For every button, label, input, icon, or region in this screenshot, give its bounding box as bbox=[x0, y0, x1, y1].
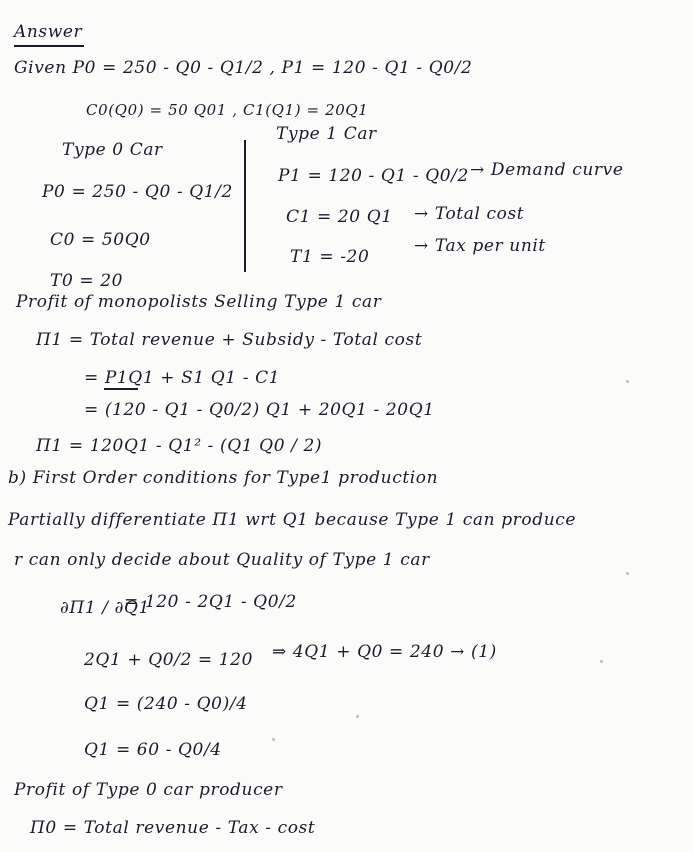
decision-statement: r can only decide about Quality of Type 1 car bbox=[14, 550, 430, 570]
total-cost-label: → Total cost bbox=[414, 204, 525, 224]
scan-speck bbox=[626, 572, 629, 575]
answer-heading: Answer bbox=[14, 22, 83, 42]
q1-expression: Q1 = (240 - Q0)/4 bbox=[84, 694, 248, 714]
scan-speck bbox=[600, 660, 603, 663]
answer-underline bbox=[14, 45, 84, 47]
part-b-heading: b) First Order conditions for Type1 production bbox=[8, 468, 439, 488]
type1-demand: P1 = 120 - Q1 - Q0/2 bbox=[278, 166, 469, 186]
type0-cost: C0 = 50Q0 bbox=[50, 230, 151, 250]
given-line: Given P0 = 250 - Q0 - Q1/2 , P1 = 120 - Q1 - Q0/2 bbox=[14, 58, 473, 78]
profit-heading-type0: Profit of Type 0 car producer bbox=[14, 780, 283, 800]
scan-speck bbox=[626, 380, 629, 383]
type0-heading: Type 0 Car bbox=[62, 140, 163, 160]
type0-tax: T0 = 20 bbox=[50, 271, 124, 291]
differentiate-statement: Partially differentiate Π1 wrt Q1 because Type 1 can produce bbox=[8, 510, 577, 530]
profit-type1-result: Π1 = 120Q1 - Q1² - (Q1 Q0 / 2) bbox=[36, 436, 323, 456]
foc-equation-1: ⇒ 4Q1 + Q0 = 240 → (1) bbox=[272, 642, 497, 662]
partial-derivative-result: = 120 - 2Q1 - Q0/2 bbox=[124, 592, 297, 612]
cost-functions-line: C0(Q0) = 50 Q01 , C1(Q1) = 20Q1 bbox=[86, 101, 369, 119]
demand-curve-label: → Demand curve bbox=[470, 160, 624, 180]
q1-reaction-function: Q1 = 60 - Q0/4 bbox=[84, 740, 222, 760]
profit-type0-definition: Π0 = Total revenue - Tax - cost bbox=[30, 818, 316, 838]
profit-type1-definition: Π1 = Total revenue + Subsidy - Total cost bbox=[36, 330, 423, 350]
type0-demand: P0 = 250 - Q0 - Q1/2 bbox=[42, 182, 233, 202]
profit-type1-step1: = P1Q1 + S1 Q1 - C1 bbox=[84, 368, 281, 388]
tax-per-unit-label: → Tax per unit bbox=[414, 236, 546, 256]
scan-speck bbox=[356, 715, 359, 718]
column-divider bbox=[244, 140, 246, 272]
profit-heading-type1: Profit of monopolists Selling Type 1 car bbox=[16, 292, 382, 312]
partial-derivative-symbol: ∂Π1 / ∂Q1 bbox=[60, 598, 150, 618]
type1-cost: C1 = 20 Q1 bbox=[286, 207, 393, 227]
type1-heading: Type 1 Car bbox=[276, 124, 377, 144]
price-quantity-underline bbox=[104, 388, 138, 390]
foc-equation: 2Q1 + Q0/2 = 120 bbox=[84, 650, 254, 670]
scan-speck bbox=[272, 738, 275, 741]
profit-type1-step2: = (120 - Q1 - Q0/2) Q1 + 20Q1 - 20Q1 bbox=[84, 400, 435, 420]
type1-tax: T1 = -20 bbox=[290, 247, 370, 267]
